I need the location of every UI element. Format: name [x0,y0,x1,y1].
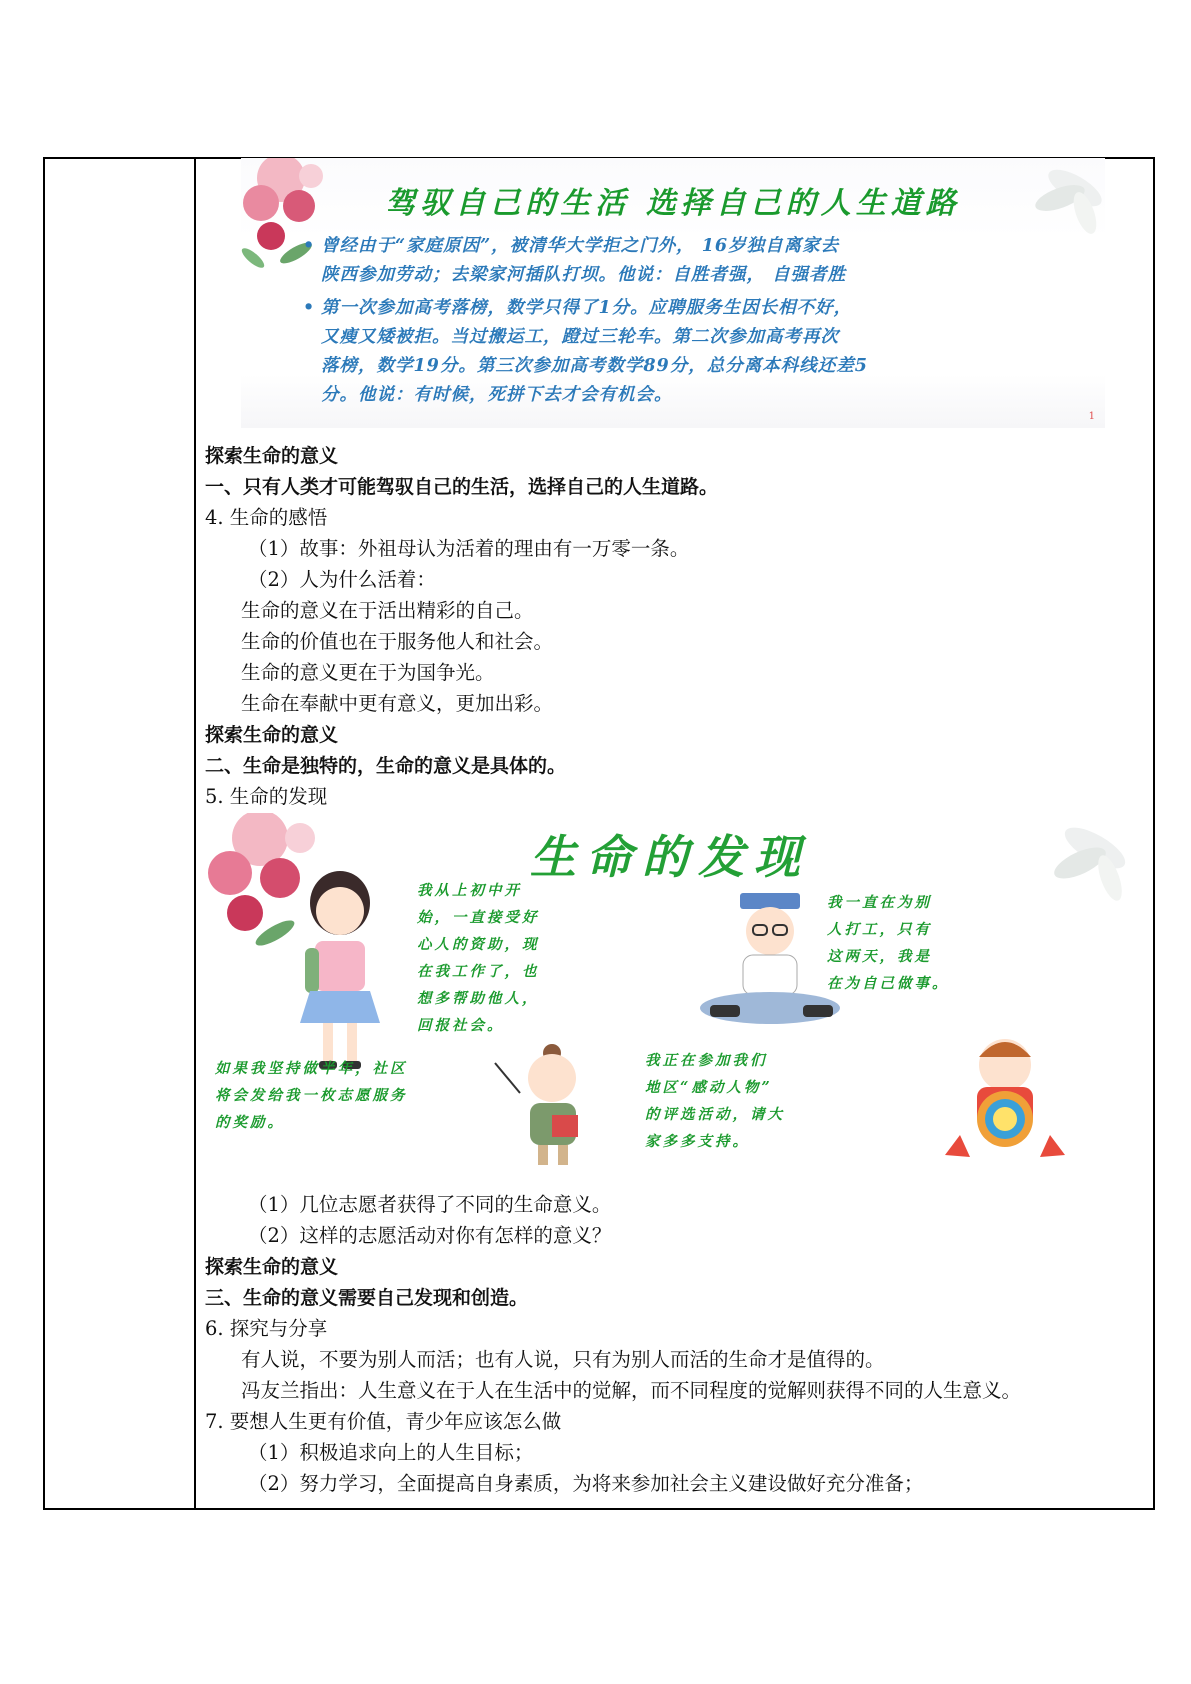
quote-line: 的评选活动，请大 [645,1106,785,1123]
item-heading: 4. 生命的感悟 [205,506,328,529]
slide-discovery [205,813,1135,1173]
kid-quote [645,1047,785,1155]
bullet-exam-story: • 第一次参加高考落榜，数学只得了1分。应聘服务生因长相不好， 又瘦又矮被拒。当过搬运工，蹬过三轮车。第二次参加高考再次 落榜，数学19分。第三次参加高考数学89分，总分离本科线还差5 分。他说：有时候，死拼下去才会有机会。 [321,294,1061,410]
bullet-line: 又瘦又矮被拒。当过搬运工，蹬过三轮车。第二次参加高考再次 [321,327,839,347]
text-line: 生命的价值也在于服务他人和社会。 [241,630,554,653]
section-heading: 探索生命的意义 [205,724,339,746]
teacher-quote [215,1055,408,1136]
quote-line: 想多帮助他人， [417,990,540,1007]
bullet-family-reason: • 曾经由于“家庭原因”，被清华大学拒之门外， 16岁独自离家去 陕西参加劳动；去梁家河插队打坝。他说：自胜者强， 自强者胜 [321,232,1061,290]
left-column [45,159,196,1510]
quote-line: 在我工作了，也 [417,963,540,980]
quote-line: 人打工，只有 [827,921,932,938]
point-heading: 二、生命是独特的，生命的意义是具体的。 [205,755,567,777]
bullet-line: 曾经由于“家庭原因”，被清华大学拒之门外， 16岁独自离家去 [321,236,840,256]
text-line: 生命在奉献中更有意义，更加出彩。 [241,692,554,715]
quote-line: 这两天，我是 [827,948,932,965]
sub-item: （2）这样的志愿活动对你有怎样的意义？ [248,1224,612,1247]
item-heading: 6. 探究与分享 [205,1317,328,1340]
sub-item: （2）努力学习，全面提高自身素质，为将来参加社会主义建设做好充分准备； [248,1472,924,1495]
item-heading: 5. 生命的发现 [205,785,328,808]
slide-title: 驾驭自己的生活 选择自己的人生道路 [385,186,961,221]
sub-item: （1）几位志愿者获得了不同的生命意义。 [248,1193,612,1216]
point-heading: 一、只有人类才可能驾驭自己的生活，选择自己的人生道路。 [205,476,719,498]
quote-line: 家多多支持。 [645,1133,750,1150]
quote-line: 我一直在为别 [827,894,932,911]
bullet-line: 分。他说：有时候，死拼下去才会有机会。 [321,385,673,405]
kid-illustration-icon [925,1035,1085,1165]
slide-xi-story [241,158,1105,428]
girl-quote [417,877,540,1039]
boy-quote [827,889,950,997]
section-heading: 探索生命的意义 [205,1256,339,1278]
quote-line: 回报社会。 [417,1017,505,1034]
sub-item: （1）故事：外祖母认为活着的理由有一万零一条。 [248,537,690,560]
sub-item: （1）积极追求向上的人生目标； [248,1441,534,1464]
quote-line: 地区“感动人物” [645,1079,773,1096]
quote-line: 始，一直接受好 [417,909,540,926]
text-line: 生命的意义更在于为国争光。 [241,661,495,684]
slide-title: 生命的发现 [530,830,810,884]
bullet-line: 陕西参加劳动；去梁家河插队打坝。他说：自胜者强， 自强者胜 [321,265,847,285]
item-heading: 7. 要想人生更有价值，青少年应该怎么做 [205,1410,562,1433]
table-bottom-border [43,1508,1155,1510]
bullet-line: 第一次参加高考落榜，数学只得了1分。应聘服务生因长相不好， [321,298,853,318]
quote-line: 的奖励。 [215,1114,285,1131]
girl-illustration-icon [265,863,415,1073]
quote-line: 我从上初中开 [417,882,522,899]
sub-item: （2）人为什么活着： [248,568,436,591]
quote-line: 将会发给我一枚志愿服务 [215,1087,408,1104]
quote-line: 在为自己做事。 [827,975,950,992]
teacher-illustration-icon [490,1043,600,1168]
text-line: 有人说，不要为别人而活；也有人说，只有为别人而活的生命才是值得的。 [241,1348,885,1371]
bullet-line: 落榜，数学19分。第三次参加高考数学89分，总分离本科线还差5 [321,356,868,376]
text-line: 冯友兰指出：人生意义在于人在生活中的觉解，而不同程度的觉解则获得不同的人生意义。 [241,1379,1022,1402]
quote-line: 心人的资助，现 [417,936,540,953]
section-heading: 探索生命的意义 [205,445,339,467]
quote-line: 我正在参加我们 [645,1052,768,1069]
point-heading: 三、生命的意义需要自己发现和创造。 [205,1287,529,1309]
slide-page-number: 1 [1088,411,1095,422]
quote-line: 如果我坚持做半年，社区 [215,1060,408,1077]
text-line: 生命的意义在于活出精彩的自己。 [241,599,534,622]
